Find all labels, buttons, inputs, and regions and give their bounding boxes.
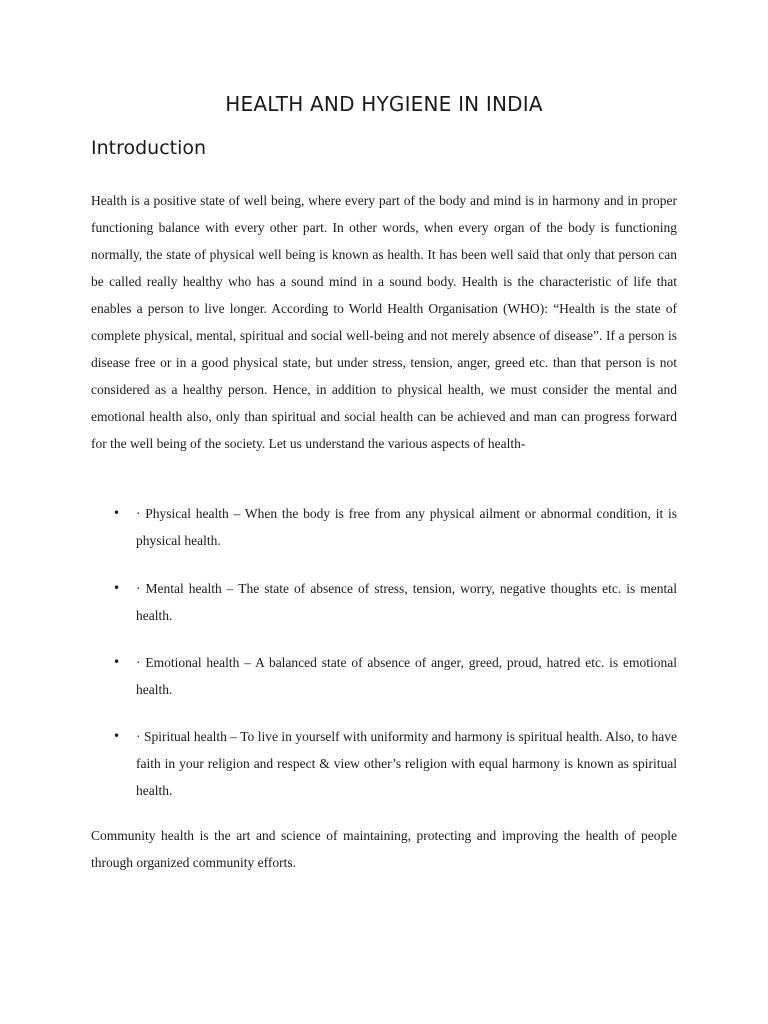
intro-paragraph: Health is a positive state of well being, where every part of the body and mind is in harmony and in proper functioning balance with every other part. In other words, when every organ of the body is functioning normally, the state of physical well being is known as health. It has been well said that only that person can be called really healthy who has a sound mind in a sound body. Health is the characteristic of life that enables a person to live longer. According to World Health Organisation (WHO): “Health is the state of complete physical, mental, spiritual and social well-being and not merely absence of disease”. If a person is disease free or in a good physical state, but under stress, tension, anger, greed etc. than that person is not considered as a healthy person. Hence, in addition to physical health, we must consider the mental and emotional health also, only than spiritual and social health can be achieved and man can progress forward for the well being of the society. Let us understand the various aspects of health-	[91, 193, 677, 451]
list-item-text: · Emotional health – A balanced state of absence of anger, greed, proud, hatred etc. is emotional health.	[136, 655, 677, 697]
bullet-icon: •	[113, 581, 121, 595]
document-title: HEALTH AND HYGIENE IN INDIA	[225, 92, 543, 116]
closing-paragraph: Community health is the art and science of maintaining, protecting and improving the health of people through organized community efforts.	[91, 828, 677, 870]
section-heading-introduction: Introduction	[91, 137, 207, 159]
bullet-icon: •	[113, 655, 121, 669]
list-item-text: · Spiritual health – To live in yourself with uniformity and harmony is spiritual health. Also, to have faith in your religion and respect & view other’s religion with equal harmony is known as spiritual health.	[136, 729, 677, 798]
list-item-text: · Physical health – When the body is free from any physical ailment or abnormal condition, it is physical health.	[136, 506, 677, 548]
bullet-icon: •	[113, 729, 121, 743]
list-item-text: · Mental health – The state of absence of stress, tension, worry, negative thoughts etc. is mental health.	[136, 581, 677, 623]
bullet-icon: •	[113, 506, 121, 520]
